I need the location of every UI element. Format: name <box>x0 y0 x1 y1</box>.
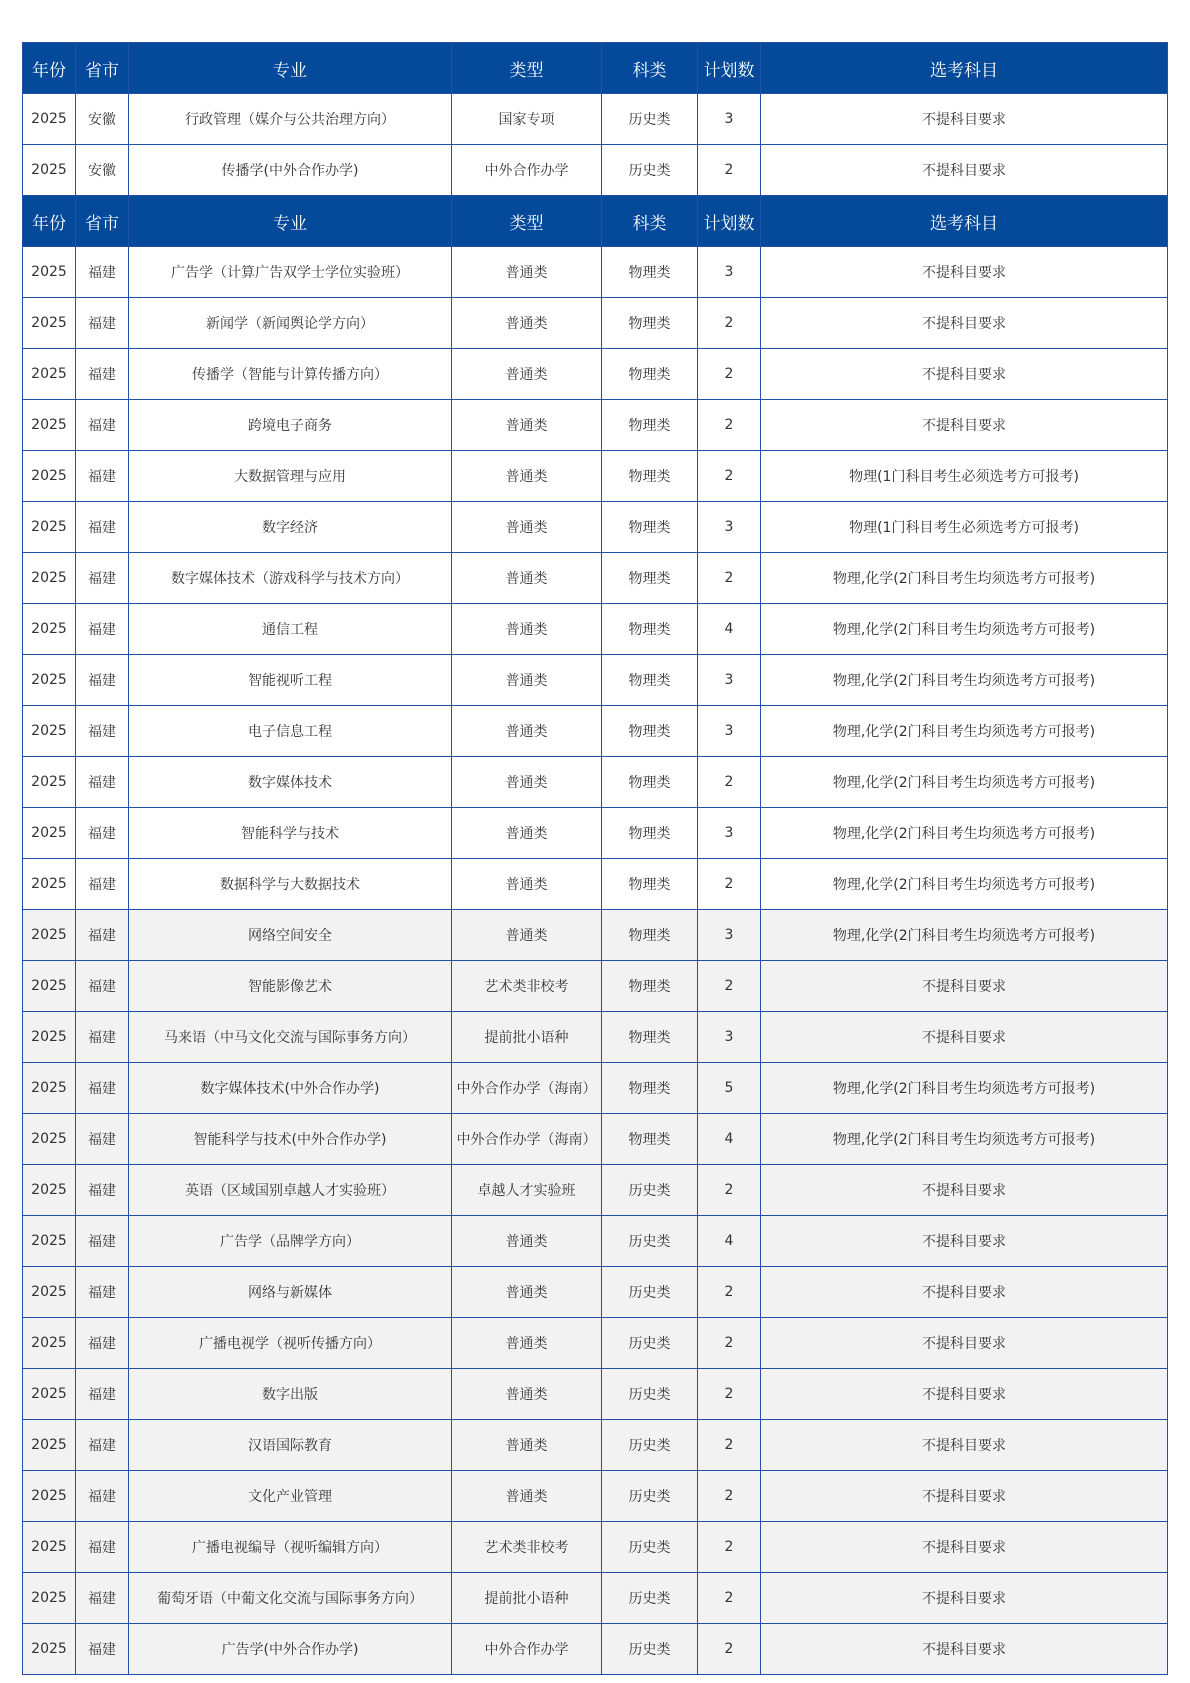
type-cell: 普通类 <box>452 1420 602 1471</box>
type-cell: 提前批小语种 <box>452 1573 602 1624</box>
quota-cell: 3 <box>698 247 761 298</box>
type-cell: 普通类 <box>452 298 602 349</box>
year-cell: 2025 <box>23 1420 76 1471</box>
category-header: 科类 <box>602 43 698 94</box>
quota-cell: 2 <box>698 553 761 604</box>
type-cell: 艺术类非校考 <box>452 961 602 1012</box>
year-cell: 2025 <box>23 1522 76 1573</box>
year-cell: 2025 <box>23 655 76 706</box>
province-cell: 福建 <box>76 1573 129 1624</box>
table-row <box>23 1165 1168 1216</box>
table-row <box>23 349 1168 400</box>
province-cell: 福建 <box>76 1420 129 1471</box>
subject-requirement-cell: 不提科目要求 <box>761 961 1168 1012</box>
table-row <box>23 502 1168 553</box>
major-cell: 传播学(中外合作办学) <box>129 145 452 196</box>
type-cell: 普通类 <box>452 553 602 604</box>
category-cell: 历史类 <box>602 1267 698 1318</box>
type-cell: 中外合作办学 <box>452 145 602 196</box>
subject-requirement-cell: 不提科目要求 <box>761 349 1168 400</box>
subject-requirement-cell: 不提科目要求 <box>761 1522 1168 1573</box>
type-header: 类型 <box>452 43 602 94</box>
category-cell: 物理类 <box>602 604 698 655</box>
subject-requirement-cell: 不提科目要求 <box>761 1624 1168 1675</box>
province-cell: 福建 <box>76 1318 129 1369</box>
table-row <box>23 247 1168 298</box>
table-row <box>23 859 1168 910</box>
category-cell: 物理类 <box>602 400 698 451</box>
year-cell: 2025 <box>23 145 76 196</box>
province-cell: 福建 <box>76 961 129 1012</box>
quota-cell: 2 <box>698 757 761 808</box>
major-cell: 智能视听工程 <box>129 655 452 706</box>
table-row <box>23 1420 1168 1471</box>
type-cell: 中外合作办学 <box>452 1624 602 1675</box>
major-cell: 传播学（智能与计算传播方向） <box>129 349 452 400</box>
year-cell: 2025 <box>23 808 76 859</box>
province-cell: 福建 <box>76 757 129 808</box>
year-cell: 2025 <box>23 1318 76 1369</box>
major-cell: 马来语（中马文化交流与国际事务方向） <box>129 1012 452 1063</box>
subject-requirement-cell: 不提科目要求 <box>761 1012 1168 1063</box>
type-cell: 普通类 <box>452 400 602 451</box>
subject-requirement-cell: 物理,化学(2门科目考生均须选考方可报考) <box>761 859 1168 910</box>
quota-cell: 2 <box>698 961 761 1012</box>
year-cell: 2025 <box>23 1471 76 1522</box>
quota-header: 计划数 <box>698 43 761 94</box>
category-cell: 历史类 <box>602 1573 698 1624</box>
year-cell: 2025 <box>23 859 76 910</box>
category-cell: 物理类 <box>602 451 698 502</box>
province-cell: 福建 <box>76 1012 129 1063</box>
major-cell: 通信工程 <box>129 604 452 655</box>
category-cell: 历史类 <box>602 1369 698 1420</box>
year-cell: 2025 <box>23 1012 76 1063</box>
category-cell: 物理类 <box>602 349 698 400</box>
table-row <box>23 145 1168 196</box>
category-cell: 物理类 <box>602 910 698 961</box>
quota-cell: 4 <box>698 1216 761 1267</box>
major-cell: 跨境电子商务 <box>129 400 452 451</box>
province-header: 省市 <box>76 43 129 94</box>
quota-cell: 2 <box>698 145 761 196</box>
quota-cell: 3 <box>698 502 761 553</box>
header-row <box>23 196 1168 247</box>
category-cell: 物理类 <box>602 757 698 808</box>
quota-cell: 3 <box>698 1012 761 1063</box>
year-cell: 2025 <box>23 706 76 757</box>
province-header: 省市 <box>76 196 129 247</box>
category-cell: 历史类 <box>602 1471 698 1522</box>
subject-requirement-cell: 不提科目要求 <box>761 1216 1168 1267</box>
category-cell: 历史类 <box>602 1624 698 1675</box>
quota-cell: 3 <box>698 94 761 145</box>
major-cell: 智能科学与技术(中外合作办学) <box>129 1114 452 1165</box>
major-cell: 广告学（品牌学方向） <box>129 1216 452 1267</box>
quota-cell: 4 <box>698 604 761 655</box>
table-row <box>23 1012 1168 1063</box>
subject-requirement-cell: 物理,化学(2门科目考生均须选考方可报考) <box>761 706 1168 757</box>
major-cell: 广告学（计算广告双学士学位实验班） <box>129 247 452 298</box>
type-header: 类型 <box>452 196 602 247</box>
quota-cell: 3 <box>698 910 761 961</box>
type-cell: 普通类 <box>452 247 602 298</box>
table-row <box>23 1318 1168 1369</box>
table-row <box>23 1369 1168 1420</box>
subject-requirement-cell: 物理,化学(2门科目考生均须选考方可报考) <box>761 553 1168 604</box>
subject-requirement-cell: 不提科目要求 <box>761 1420 1168 1471</box>
year-cell: 2025 <box>23 961 76 1012</box>
year-cell: 2025 <box>23 604 76 655</box>
category-cell: 物理类 <box>602 298 698 349</box>
quota-cell: 2 <box>698 1573 761 1624</box>
province-cell: 福建 <box>76 604 129 655</box>
category-cell: 物理类 <box>602 553 698 604</box>
category-cell: 历史类 <box>602 1420 698 1471</box>
subject-requirement-cell: 不提科目要求 <box>761 145 1168 196</box>
enrollment-plan-table <box>22 42 1168 1675</box>
table-row <box>23 1522 1168 1573</box>
major-cell: 英语（区域国别卓越人才实验班） <box>129 1165 452 1216</box>
quota-cell: 2 <box>698 349 761 400</box>
major-cell: 大数据管理与应用 <box>129 451 452 502</box>
quota-cell: 2 <box>698 1624 761 1675</box>
category-cell: 物理类 <box>602 1063 698 1114</box>
subject-requirement-cell: 物理(1门科目考生必须选考方可报考) <box>761 502 1168 553</box>
major-cell: 网络与新媒体 <box>129 1267 452 1318</box>
province-cell: 福建 <box>76 451 129 502</box>
province-cell: 福建 <box>76 553 129 604</box>
quota-cell: 2 <box>698 400 761 451</box>
quota-cell: 3 <box>698 706 761 757</box>
table-row <box>23 400 1168 451</box>
category-cell: 物理类 <box>602 655 698 706</box>
type-cell: 提前批小语种 <box>452 1012 602 1063</box>
province-cell: 福建 <box>76 1063 129 1114</box>
type-cell: 中外合作办学（海南） <box>452 1063 602 1114</box>
table-row <box>23 94 1168 145</box>
major-header: 专业 <box>129 43 452 94</box>
quota-cell: 2 <box>698 1420 761 1471</box>
major-cell: 行政管理（媒介与公共治理方向） <box>129 94 452 145</box>
province-cell: 福建 <box>76 298 129 349</box>
quota-cell: 3 <box>698 808 761 859</box>
type-cell: 普通类 <box>452 706 602 757</box>
quota-cell: 2 <box>698 451 761 502</box>
major-cell: 数字出版 <box>129 1369 452 1420</box>
province-cell: 福建 <box>76 247 129 298</box>
province-cell: 福建 <box>76 706 129 757</box>
quota-header: 计划数 <box>698 196 761 247</box>
type-cell: 普通类 <box>452 910 602 961</box>
year-cell: 2025 <box>23 247 76 298</box>
subject-requirement-cell: 物理,化学(2门科目考生均须选考方可报考) <box>761 655 1168 706</box>
table-row <box>23 1624 1168 1675</box>
quota-cell: 2 <box>698 1165 761 1216</box>
year-cell: 2025 <box>23 1624 76 1675</box>
quota-cell: 4 <box>698 1114 761 1165</box>
major-cell: 葡萄牙语（中葡文化交流与国际事务方向） <box>129 1573 452 1624</box>
subject-requirement-cell: 不提科目要求 <box>761 94 1168 145</box>
type-cell: 艺术类非校考 <box>452 1522 602 1573</box>
subject-requirement-cell: 不提科目要求 <box>761 400 1168 451</box>
major-cell: 电子信息工程 <box>129 706 452 757</box>
year-cell: 2025 <box>23 1369 76 1420</box>
category-cell: 物理类 <box>602 1114 698 1165</box>
category-cell: 物理类 <box>602 502 698 553</box>
type-cell: 国家专项 <box>452 94 602 145</box>
year-header: 年份 <box>23 43 76 94</box>
category-cell: 历史类 <box>602 145 698 196</box>
major-cell: 广播电视编导（视听编辑方向） <box>129 1522 452 1573</box>
major-cell: 数字经济 <box>129 502 452 553</box>
year-cell: 2025 <box>23 910 76 961</box>
subject-requirement-cell: 物理,化学(2门科目考生均须选考方可报考) <box>761 757 1168 808</box>
province-cell: 安徽 <box>76 145 129 196</box>
quota-cell: 2 <box>698 1369 761 1420</box>
table-row <box>23 1471 1168 1522</box>
year-cell: 2025 <box>23 94 76 145</box>
province-cell: 福建 <box>76 502 129 553</box>
category-header: 科类 <box>602 196 698 247</box>
category-cell: 历史类 <box>602 1165 698 1216</box>
type-cell: 普通类 <box>452 451 602 502</box>
major-cell: 智能影像艺术 <box>129 961 452 1012</box>
type-cell: 普通类 <box>452 757 602 808</box>
subject-requirement-cell: 物理,化学(2门科目考生均须选考方可报考) <box>761 604 1168 655</box>
quota-cell: 2 <box>698 1318 761 1369</box>
year-cell: 2025 <box>23 1063 76 1114</box>
major-cell: 文化产业管理 <box>129 1471 452 1522</box>
province-cell: 福建 <box>76 1522 129 1573</box>
type-cell: 普通类 <box>452 502 602 553</box>
subject-requirement-cell: 不提科目要求 <box>761 1267 1168 1318</box>
year-cell: 2025 <box>23 502 76 553</box>
table-row <box>23 553 1168 604</box>
type-cell: 普通类 <box>452 1267 602 1318</box>
category-cell: 物理类 <box>602 247 698 298</box>
table-row <box>23 910 1168 961</box>
subject-requirement-header: 选考科目 <box>761 43 1168 94</box>
province-cell: 福建 <box>76 859 129 910</box>
subject-requirement-cell: 不提科目要求 <box>761 298 1168 349</box>
quota-cell: 2 <box>698 298 761 349</box>
category-cell: 物理类 <box>602 961 698 1012</box>
subject-requirement-cell: 不提科目要求 <box>761 247 1168 298</box>
subject-requirement-cell: 物理,化学(2门科目考生均须选考方可报考) <box>761 1063 1168 1114</box>
province-cell: 福建 <box>76 910 129 961</box>
quota-cell: 5 <box>698 1063 761 1114</box>
category-cell: 历史类 <box>602 1318 698 1369</box>
quota-cell: 3 <box>698 655 761 706</box>
category-cell: 物理类 <box>602 1012 698 1063</box>
major-cell: 数字媒体技术 <box>129 757 452 808</box>
quota-cell: 2 <box>698 859 761 910</box>
year-cell: 2025 <box>23 451 76 502</box>
table-row <box>23 1573 1168 1624</box>
major-cell: 数据科学与大数据技术 <box>129 859 452 910</box>
category-cell: 物理类 <box>602 706 698 757</box>
province-cell: 福建 <box>76 349 129 400</box>
table-row <box>23 757 1168 808</box>
table-row <box>23 451 1168 502</box>
year-cell: 2025 <box>23 298 76 349</box>
year-cell: 2025 <box>23 553 76 604</box>
subject-requirement-cell: 物理,化学(2门科目考生均须选考方可报考) <box>761 1114 1168 1165</box>
table-row <box>23 298 1168 349</box>
table-row <box>23 1267 1168 1318</box>
year-cell: 2025 <box>23 1573 76 1624</box>
subject-requirement-cell: 不提科目要求 <box>761 1471 1168 1522</box>
type-cell: 普通类 <box>452 859 602 910</box>
major-header: 专业 <box>129 196 452 247</box>
type-cell: 普通类 <box>452 604 602 655</box>
quota-cell: 2 <box>698 1267 761 1318</box>
major-cell: 数字媒体技术(中外合作办学) <box>129 1063 452 1114</box>
subject-requirement-cell: 不提科目要求 <box>761 1165 1168 1216</box>
table-row <box>23 1063 1168 1114</box>
province-cell: 福建 <box>76 1471 129 1522</box>
table-row <box>23 808 1168 859</box>
category-cell: 历史类 <box>602 94 698 145</box>
type-cell: 普通类 <box>452 1471 602 1522</box>
type-cell: 普通类 <box>452 1369 602 1420</box>
subject-requirement-header: 选考科目 <box>761 196 1168 247</box>
subject-requirement-cell: 不提科目要求 <box>761 1318 1168 1369</box>
subject-requirement-cell: 物理,化学(2门科目考生均须选考方可报考) <box>761 808 1168 859</box>
type-cell: 普通类 <box>452 808 602 859</box>
category-cell: 物理类 <box>602 859 698 910</box>
quota-cell: 2 <box>698 1522 761 1573</box>
table-row <box>23 1114 1168 1165</box>
year-cell: 2025 <box>23 1216 76 1267</box>
year-cell: 2025 <box>23 400 76 451</box>
subject-requirement-cell: 不提科目要求 <box>761 1573 1168 1624</box>
table-body <box>23 43 1168 1675</box>
type-cell: 普通类 <box>452 349 602 400</box>
type-cell: 普通类 <box>452 1216 602 1267</box>
subject-requirement-cell: 物理,化学(2门科目考生均须选考方可报考) <box>761 910 1168 961</box>
major-cell: 广播电视学（视听传播方向） <box>129 1318 452 1369</box>
major-cell: 汉语国际教育 <box>129 1420 452 1471</box>
table-row <box>23 706 1168 757</box>
table-row <box>23 1216 1168 1267</box>
category-cell: 物理类 <box>602 808 698 859</box>
major-cell: 网络空间安全 <box>129 910 452 961</box>
subject-requirement-cell: 不提科目要求 <box>761 1369 1168 1420</box>
province-cell: 福建 <box>76 400 129 451</box>
year-cell: 2025 <box>23 1267 76 1318</box>
type-cell: 卓越人才实验班 <box>452 1165 602 1216</box>
type-cell: 中外合作办学（海南） <box>452 1114 602 1165</box>
province-cell: 福建 <box>76 1165 129 1216</box>
category-cell: 历史类 <box>602 1522 698 1573</box>
year-cell: 2025 <box>23 1165 76 1216</box>
type-cell: 普通类 <box>452 1318 602 1369</box>
year-header: 年份 <box>23 196 76 247</box>
table-row <box>23 655 1168 706</box>
table-row <box>23 961 1168 1012</box>
province-cell: 福建 <box>76 808 129 859</box>
province-cell: 福建 <box>76 1216 129 1267</box>
subject-requirement-cell: 物理(1门科目考生必须选考方可报考) <box>761 451 1168 502</box>
type-cell: 普通类 <box>452 655 602 706</box>
major-cell: 智能科学与技术 <box>129 808 452 859</box>
table-row <box>23 604 1168 655</box>
major-cell: 新闻学（新闻舆论学方向） <box>129 298 452 349</box>
header-row <box>23 43 1168 94</box>
quota-cell: 2 <box>698 1471 761 1522</box>
province-cell: 福建 <box>76 1267 129 1318</box>
year-cell: 2025 <box>23 1114 76 1165</box>
year-cell: 2025 <box>23 757 76 808</box>
province-cell: 福建 <box>76 1369 129 1420</box>
category-cell: 历史类 <box>602 1216 698 1267</box>
province-cell: 福建 <box>76 1624 129 1675</box>
province-cell: 福建 <box>76 655 129 706</box>
province-cell: 安徽 <box>76 94 129 145</box>
major-cell: 数字媒体技术（游戏科学与技术方向） <box>129 553 452 604</box>
major-cell: 广告学(中外合作办学) <box>129 1624 452 1675</box>
year-cell: 2025 <box>23 349 76 400</box>
province-cell: 福建 <box>76 1114 129 1165</box>
